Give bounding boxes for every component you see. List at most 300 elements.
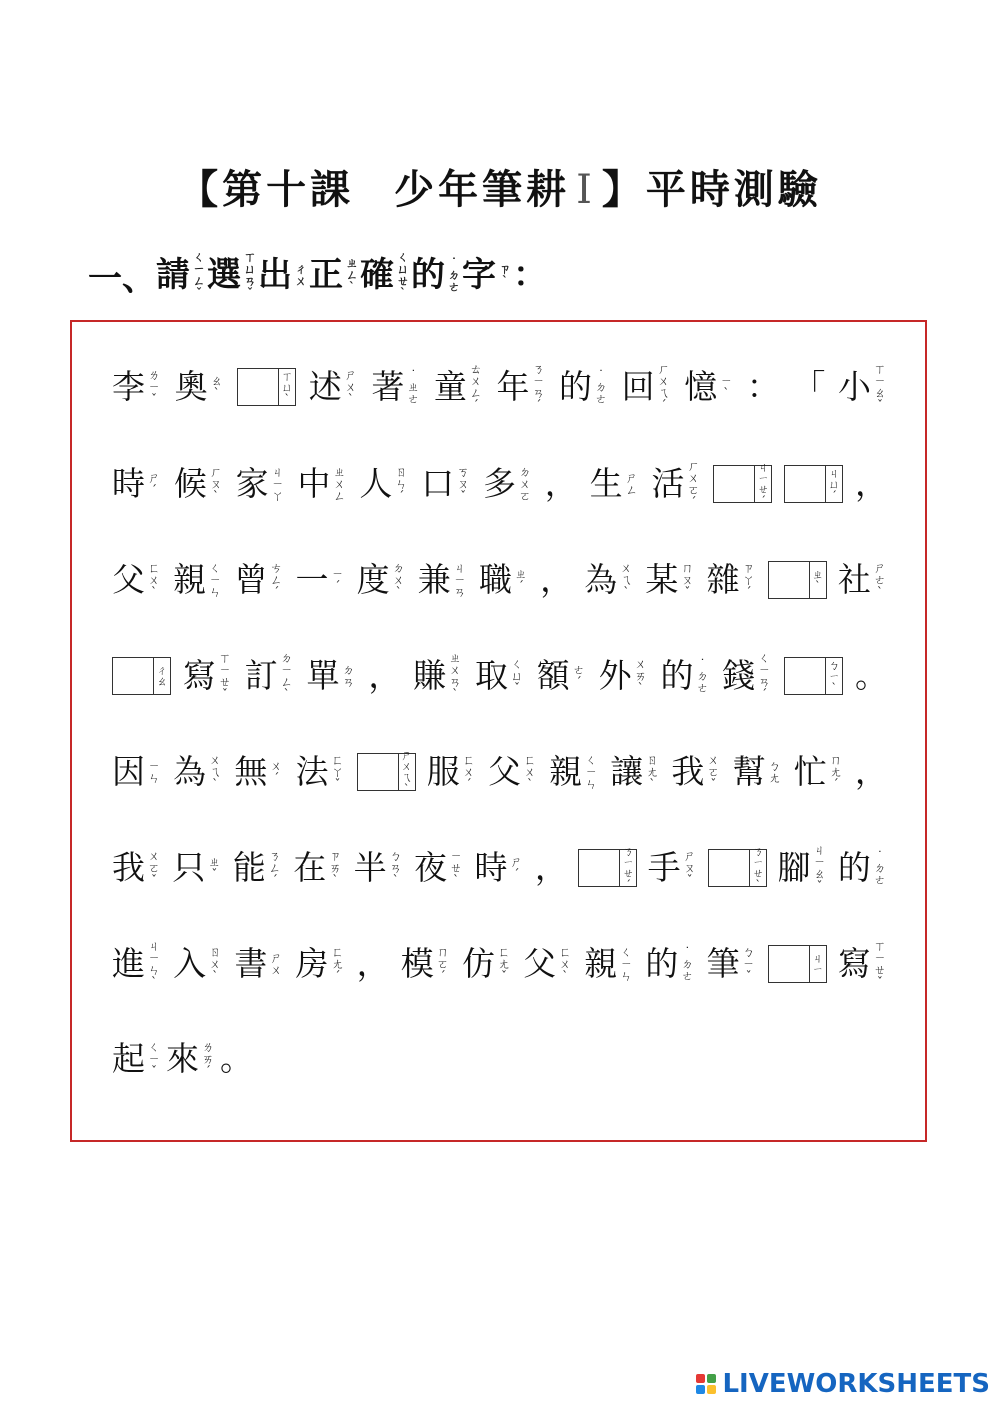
char-unit [112,1034,162,1084]
hanzi: 來 [166,1039,199,1078]
hanzi: 模 [400,944,434,983]
zhuyin: ㄏ ㄨ ㄟ ˊ [657,362,670,412]
char-unit [427,747,477,797]
char-unit [707,555,757,605]
zhuyin: ㄑ ㄩ ˇ [510,657,523,695]
answer-blank[interactable] [768,555,827,605]
char-unit [648,843,698,893]
zhuyin: ㄕ ㄨ ㄟ ˋ [401,749,413,795]
zhuyin: ㄕ ˊ [147,471,160,497]
char-unit [414,843,464,893]
hanzi: 親 [584,944,618,983]
zhuyin: ˙ ㄉ ㄜ [681,945,694,983]
hanzi: 錢 [722,656,756,695]
hanzi: 腳 [777,848,811,887]
hanzi: 社 [837,560,871,599]
zhuyin: ˙ ㄉ ㄜ [696,657,709,695]
char-unit [434,362,484,412]
hanzi: 寫 [837,944,871,983]
zhuyin: ㄒ ㄧ ㄝ ˇ [218,651,231,701]
hanzi: 奧 [174,367,208,406]
zhuyin: ㄋ ㄧ ㄢ ˊ [532,362,545,412]
hanzi: 曾 [234,560,268,599]
zhuyin: ㄌ ㄧ ˇ [147,368,160,406]
char-unit [306,651,356,701]
zhuyin: ㄒ ㄧ ㄠ ˇ [873,362,886,412]
answer-input-box[interactable] [579,850,620,886]
char-unit [838,939,888,989]
char-unit [651,459,701,509]
answer-blank[interactable] [237,362,296,412]
zhuyin: ㄔ ㄠ [156,664,168,688]
hanzi: 的 [645,944,679,983]
char-unit [645,555,695,605]
char-unit [156,250,207,300]
zhuyin: ㄎ ㄡ ˇ [457,465,470,503]
hanzi: 多 [482,464,516,503]
hanzi: 寫 [182,656,216,695]
char-unit [172,843,222,893]
hanzi: 候 [173,464,207,503]
zhuyin: ㄐ ㄧ ㄣ ˋ [147,939,160,989]
char-unit [537,651,587,701]
hanzi: 能 [232,848,266,887]
char-unit [733,747,783,797]
passage-line [112,555,888,605]
hanzi: 外 [598,656,632,695]
hanzi: 著 [371,367,405,406]
punctuation: ： [746,367,780,406]
char-unit [112,843,162,893]
hanzi: 家 [235,464,269,503]
char-unit [838,843,888,893]
instruction-text [156,250,547,300]
zhuyin: ㄨ ㄞ ˋ [634,657,647,695]
zhuyin: ㄐ ㄧ ㄝ ˊ [757,461,769,507]
char-unit [112,555,162,605]
zhuyin: ㄑ ㄧ ˇ [147,1040,160,1078]
hanzi: 中 [297,464,331,503]
hanzi: 某 [645,560,679,599]
zhuyin: ㄋ ㄥ ˊ [268,849,281,887]
zhuyin: ㄧ ㄝ ˋ [450,849,463,887]
answer-input-box[interactable] [113,658,154,694]
zhuyin: ㄘ ㄥ ˊ [270,561,283,599]
hanzi: 父 [112,560,145,599]
instruction [88,250,547,300]
passage-line [112,1034,253,1084]
punctuation: ， [854,464,888,503]
zhuyin: ㄒ ㄧ ㄝ ˇ [873,939,886,989]
zhuyin: ㄏ ㄨ ㄛ ˊ [687,459,700,509]
hanzi: 親 [173,560,207,599]
title-numeral: Ⅰ [576,167,596,213]
hanzi: 活 [651,464,685,503]
hanzi: 憶 [684,367,718,406]
char-unit [112,747,162,797]
hanzi: 正 [309,255,343,295]
char-unit [599,651,649,701]
zhuyin: ㄖ ㄨ ˋ [209,945,222,983]
zhuyin: ㄅ ㄧ ˇ [742,945,755,983]
hanzi: 額 [536,656,570,695]
zhuyin: ㄓ ㄨ ㄢ ˋ [449,651,462,701]
answer-input-box[interactable] [769,562,810,598]
punctuation: ， [368,656,402,695]
title-lesson-name: 少年筆耕 [394,166,571,213]
hanzi: 的 [837,848,871,887]
zhuyin: ㄈ ㄚ ˇ [331,753,344,791]
hanzi: 忙 [793,752,827,791]
hanzi: 口 [421,464,455,503]
hanzi: 父 [523,944,557,983]
hanzi: 請 [156,255,190,295]
zhuyin: ㄑ ㄩ ㄝ ˋ [396,250,409,300]
zhuyin: ㄈ ㄤ ˊ [331,945,344,983]
zhuyin: ㄅ ㄧ ˋ [828,658,840,694]
hanzi: 讓 [610,752,644,791]
zhuyin: ㄨ ㄛ ˇ [147,849,160,887]
char-unit [309,250,360,300]
char-unit [671,747,721,797]
char-unit [549,747,599,797]
char-unit [236,459,286,509]
answer-blank[interactable] [578,843,637,893]
char-unit [234,555,284,605]
hanzi: 的 [559,367,593,406]
hanzi: 幫 [732,752,766,791]
title-close: 】平時測驗 [601,166,822,213]
zhuyin: ㄑ ㄧ ㄣ [620,945,633,983]
hanzi: 童 [433,367,467,406]
char-unit [777,843,827,893]
hanzi: 字 [462,255,496,295]
zhuyin: ㄓ ˇ [208,855,221,881]
punctuation: 「 [792,367,826,406]
hanzi: 李 [112,367,145,406]
answer-input-box[interactable] [714,466,755,502]
hanzi: 的 [660,656,694,695]
hanzi: 書 [234,944,268,983]
hanzi: 一 [295,560,329,599]
char-unit [112,939,162,989]
passage-line [112,747,888,797]
hanzi: 房 [295,944,329,983]
passage-panel [70,320,927,1142]
zhuyin: ˙ ㄉ ㄜ [873,849,886,887]
char-unit [684,362,734,412]
punctuation: ， [544,464,578,503]
hanzi: 時 [112,464,145,503]
char-unit [371,362,421,412]
zhuyin: ㄇ ㄤ ˊ [829,753,842,791]
passage-line [112,939,888,989]
instruction-prefix: 一、 [88,258,156,299]
hanzi: 親 [549,752,583,791]
hanzi: 兼 [417,560,451,599]
zhuyin: ㄈ ㄨ ˊ [462,753,475,791]
zhuyin: ㄕ ㄨ ˋ [344,368,357,406]
zhuyin: ㄕ ㄡ ˇ [683,849,696,887]
punctuation: ， [534,848,568,887]
zhuyin: ㄖ ㄣ ˊ [395,465,408,503]
zhuyin: ㄋ ㄧ ㄝ ˋ [752,845,764,891]
zhuyin: ㄑ ㄧ ㄥ ˇ [192,250,205,300]
zhuyin: ㄕ ㄥ [625,471,638,497]
zhuyin: ㄊ ㄨ ㄥ ˊ [469,362,482,412]
hanzi: 時 [474,848,508,887]
char-unit [475,651,525,701]
char-unit [584,939,634,989]
char-unit [173,555,223,605]
answer-input-box[interactable] [358,754,399,790]
zhuyin: ㄠ ˋ [210,374,223,400]
char-unit [112,459,162,509]
hanzi: 只 [172,848,206,887]
hanzi: 無 [234,752,268,791]
zhuyin: ㄈ ㄨ ˋ [147,561,160,599]
zhuyin: ㄧ ˊ [331,567,344,593]
char-unit [488,747,538,797]
hanzi: 回 [621,367,655,406]
zhuyin: ㄗ ㄞ ˋ [329,849,342,887]
hanzi: 雜 [706,560,740,599]
char-unit [794,747,844,797]
hanzi: 確 [360,255,394,295]
zhuyin: ㄏ ㄡ ˋ [209,465,222,503]
char-unit [722,651,772,701]
zhuyin: ㄗ ㄚ ˊ [742,561,755,599]
zhuyin: ㄑ ㄧ ㄣ [585,753,598,791]
zhuyin: ㄈ ㄤ ˇ [497,945,510,983]
char-unit [707,939,757,989]
zhuyin: ㄕ ㄜ ˋ [873,561,886,599]
char-unit [309,362,359,412]
hanzi: 職 [478,560,512,599]
zhuyin: ㄓ ˋ [812,568,824,592]
hanzi: 手 [647,848,681,887]
hanzi: 小 [837,367,871,406]
logo-text: LIVEWORKSHEETS [722,1369,990,1399]
zhuyin: ㄨ ˊ [270,759,283,785]
char-unit [838,555,888,605]
zhuyin: ㄖ ㄤ ˋ [646,753,659,791]
zhuyin: ㄈ ㄨ ˋ [523,753,536,791]
zhuyin: ㄉ ㄧ ㄥ ˋ [280,651,293,701]
char-unit [112,362,162,412]
zhuyin: ㄜ ˊ [572,663,585,689]
hanzi: 為 [584,560,618,599]
char-unit [293,843,343,893]
answer-blank[interactable] [784,651,843,701]
zhuyin: ㄓ ㄨ ㄥ [333,465,346,503]
hanzi: 筆 [706,944,740,983]
answer-blank[interactable] [708,843,767,893]
answer-blank[interactable] [357,747,416,797]
zhuyin: ㄐ ㄩ ˊ [828,466,840,502]
passage-line [112,362,888,412]
char-unit [359,459,409,509]
zhuyin: ㄐ ㄧ ㄚ [271,465,284,503]
passage-line [112,843,888,893]
char-unit [418,555,468,605]
char-unit [207,250,258,300]
zhuyin: ㄑ ㄧ ㄢ ˊ [758,651,771,701]
zhuyin: ㄔ ㄨ [294,262,307,288]
zhuyin: ㄒ ㄩ ˋ [281,369,293,405]
answer-input-box[interactable] [785,658,826,694]
zhuyin: ㄅ ㄢ ˋ [389,849,402,887]
zhuyin: ˙ ㄓ ㄜ [407,368,420,406]
zhuyin: ㄕ ㄨ [270,951,283,977]
title-lesson: 【第十課 [178,166,355,213]
hanzi: 述 [308,367,342,406]
logo-icon [696,1374,716,1394]
char-unit [183,651,233,701]
zhuyin: ㄇ ㄛ ˊ [436,945,449,983]
zhuyin: ㄉ ㄨ ㄛ [518,465,531,503]
char-unit [838,362,888,412]
zhuyin: ㄇ ㄡ ˇ [681,561,694,599]
hanzi: 生 [589,464,623,503]
char-unit [645,939,695,989]
char-unit [354,843,404,893]
zhuyin: ㄒ ㄩ ㄢ ˇ [243,250,256,300]
zhuyin: ㄓ ˊ [514,567,527,593]
char-unit [622,362,672,412]
zhuyin: ㄧ ㄣ [147,759,160,785]
char-unit [360,250,411,300]
answer-input-box[interactable] [769,946,810,982]
punctuation: ， [854,752,888,791]
char-unit [483,459,533,509]
char-unit [401,939,451,989]
zhuyin: ㄕ ˊ [510,855,523,881]
hanzi: 我 [112,848,145,887]
char-unit [523,939,573,989]
hanzi: 年 [496,367,530,406]
char-unit [258,250,309,300]
hanzi: 度 [356,560,390,599]
char-unit [496,362,546,412]
zhuyin: ㄗ ˋ [498,262,511,288]
char-unit [166,1034,216,1084]
char-unit [297,459,347,509]
char-unit [357,555,407,605]
hanzi: 起 [112,1039,145,1078]
hanzi: 仿 [461,944,495,983]
zhuyin: ㄉ ㄢ [342,663,355,689]
char-unit [479,555,529,605]
hanzi: 進 [112,944,145,983]
char-unit [462,939,512,989]
char-unit [584,555,634,605]
hanzi: 半 [353,848,387,887]
zhuyin: ㄌ ㄞ ˊ [201,1040,214,1078]
zhuyin: ㄨ ㄛ ˇ [707,753,720,791]
hanzi: 我 [671,752,705,791]
zhuyin: ˙ ㄉ ㄜ [595,368,608,406]
hanzi: 父 [487,752,521,791]
char-unit [610,747,660,797]
page-title [0,158,1000,215]
liveworksheets-logo [696,1369,990,1399]
hanzi: 人 [359,464,393,503]
char-unit [233,843,283,893]
hanzi: 夜 [414,848,448,887]
char-unit [234,747,284,797]
answer-input-box[interactable] [238,369,279,405]
hanzi: 選 [207,255,241,295]
punctuation: ： [513,255,547,295]
char-unit [660,651,710,701]
char-unit [175,362,225,412]
punctuation: ， [356,944,390,983]
char-unit [295,939,345,989]
char-unit [421,459,471,509]
char-unit [295,747,345,797]
zhuyin: ㄓ ㄥ ˋ [345,256,358,294]
zhuyin: ㄅ ㄤ [768,759,781,785]
zhuyin: ㄐ ㄧ ㄢ [453,561,466,599]
char-unit [245,651,295,701]
passage-line [112,651,888,701]
char-unit [173,939,223,989]
hanzi: 訂 [244,656,278,695]
answer-blank[interactable] [112,651,171,701]
zhuyin: ㄨ ㄟ ˋ [620,561,633,599]
answer-blank[interactable] [784,459,843,509]
zhuyin: ㄐ ㄧ [812,952,824,976]
hanzi: 因 [112,752,145,791]
zhuyin: ㄉ ㄨ ˋ [392,561,405,599]
hanzi: 取 [474,656,508,695]
zhuyin: ˙ ㄉ ㄜ [447,256,460,294]
char-unit [173,747,223,797]
hanzi: 出 [258,255,292,295]
char-unit [413,651,463,701]
answer-input-box[interactable] [785,466,826,502]
zhuyin: ㄧ ˋ [720,374,733,400]
answer-input-box[interactable] [709,850,750,886]
answer-blank[interactable] [768,939,827,989]
char-unit [295,555,345,605]
zhuyin: ㄑ ㄧ ㄣ [209,561,222,599]
zhuyin: ㄋ ㄧ ㄝ ˊ [622,845,634,891]
zhuyin: ㄐ ㄧ ㄠ ˇ [813,843,826,893]
hanzi: 賺 [413,656,447,695]
hanzi: 服 [426,752,460,791]
hanzi: 入 [173,944,207,983]
char-unit [411,250,462,300]
passage-line [112,459,888,509]
char-unit [559,362,609,412]
char-unit [590,459,640,509]
hanzi: 的 [411,255,445,295]
hanzi: 法 [295,752,329,791]
char-unit [234,939,284,989]
char-unit [462,250,513,300]
answer-blank[interactable] [713,459,772,509]
punctuation: 。 [854,656,888,695]
hanzi: 單 [306,656,340,695]
punctuation: ， [540,560,574,599]
char-unit [174,459,224,509]
char-unit [474,843,524,893]
hanzi: 在 [293,848,327,887]
zhuyin: ㄈ ㄨ ˋ [559,945,572,983]
punctuation: 。 [220,1039,253,1078]
